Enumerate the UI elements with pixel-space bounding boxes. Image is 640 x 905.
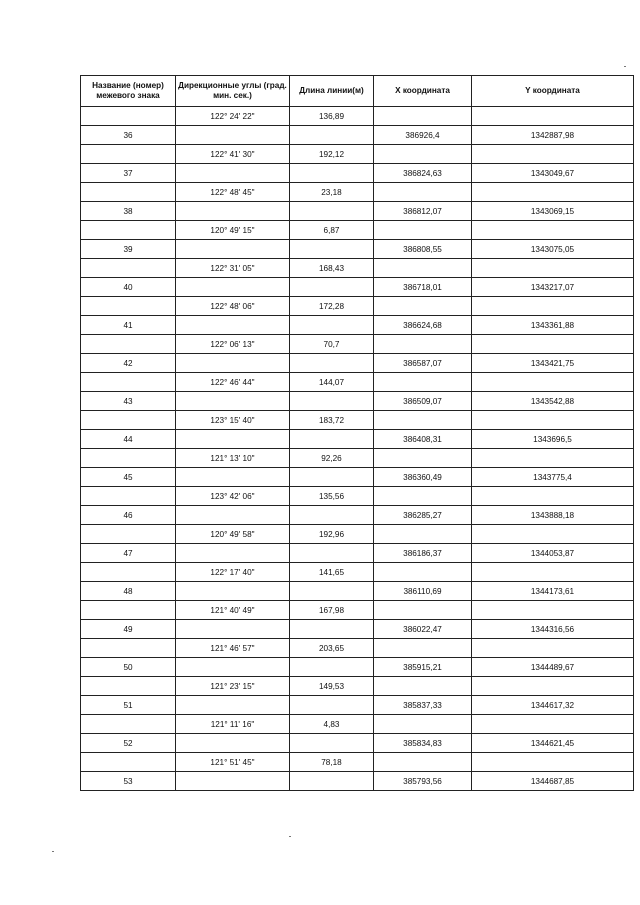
cell-directional-angle: 121° 13' 10"	[176, 449, 290, 468]
cell-marker-name: 39	[81, 240, 176, 259]
cell-y-coordinate: 1343075,05	[472, 240, 634, 259]
cell-y-coordinate: 1343775,4	[472, 468, 634, 487]
cell-marker-name: 37	[81, 164, 176, 183]
table-row	[81, 582, 634, 601]
cell-directional-angle	[176, 544, 290, 563]
header-marker-name: Название (номер) межевого знака	[81, 76, 176, 107]
cell-line-length	[290, 734, 374, 753]
cell-marker-name	[81, 753, 176, 772]
cell-marker-name	[81, 335, 176, 354]
cell-directional-angle: 122° 17' 40"	[176, 563, 290, 582]
cell-y-coordinate: 1343696,5	[472, 430, 634, 449]
cell-x-coordinate	[374, 525, 472, 544]
cell-x-coordinate: 386824,63	[374, 164, 472, 183]
cell-marker-name	[81, 639, 176, 658]
cell-marker-name	[81, 563, 176, 582]
cell-y-coordinate	[472, 563, 634, 582]
cell-x-coordinate: 386808,55	[374, 240, 472, 259]
cell-line-length	[290, 544, 374, 563]
cell-line-length	[290, 316, 374, 335]
table-row	[81, 335, 634, 354]
cell-marker-name	[81, 107, 176, 126]
table-row	[81, 392, 634, 411]
cell-x-coordinate	[374, 563, 472, 582]
cell-directional-angle	[176, 620, 290, 639]
cell-marker-name: 43	[81, 392, 176, 411]
cell-marker-name: 53	[81, 772, 176, 791]
cell-x-coordinate	[374, 715, 472, 734]
cell-directional-angle	[176, 506, 290, 525]
boundary-coordinates-table	[80, 75, 634, 791]
table-row	[81, 297, 634, 316]
cell-x-coordinate: 385793,56	[374, 772, 472, 791]
cell-directional-angle: 122° 48' 45"	[176, 183, 290, 202]
cell-line-length: 70,7	[290, 335, 374, 354]
cell-line-length	[290, 126, 374, 145]
cell-y-coordinate: 1343542,88	[472, 392, 634, 411]
cell-y-coordinate: 1343361,88	[472, 316, 634, 335]
cell-x-coordinate: 386360,49	[374, 468, 472, 487]
cell-line-length: 135,56	[290, 487, 374, 506]
cell-y-coordinate: 1343217,07	[472, 278, 634, 297]
cell-directional-angle	[176, 354, 290, 373]
cell-marker-name: 45	[81, 468, 176, 487]
cell-directional-angle	[176, 582, 290, 601]
table-row	[81, 639, 634, 658]
cell-line-length	[290, 582, 374, 601]
cell-marker-name: 47	[81, 544, 176, 563]
cell-directional-angle: 122° 31' 05"	[176, 259, 290, 278]
cell-y-coordinate	[472, 449, 634, 468]
cell-x-coordinate: 386812,07	[374, 202, 472, 221]
cell-y-coordinate	[472, 639, 634, 658]
cell-line-length	[290, 202, 374, 221]
cell-x-coordinate: 385915,21	[374, 658, 472, 677]
cell-x-coordinate: 386285,27	[374, 506, 472, 525]
cell-marker-name: 42	[81, 354, 176, 373]
cell-marker-name: 46	[81, 506, 176, 525]
cell-line-length	[290, 696, 374, 715]
cell-y-coordinate: 1344621,45	[472, 734, 634, 753]
table-row	[81, 126, 634, 145]
cell-marker-name	[81, 411, 176, 430]
cell-x-coordinate	[374, 487, 472, 506]
cell-line-length	[290, 392, 374, 411]
cell-marker-name	[81, 297, 176, 316]
cell-line-length: 168,43	[290, 259, 374, 278]
cell-directional-angle: 122° 24' 22"	[176, 107, 290, 126]
cell-x-coordinate	[374, 677, 472, 696]
table-row	[81, 164, 634, 183]
cell-directional-angle: 121° 23' 15"	[176, 677, 290, 696]
cell-line-length	[290, 278, 374, 297]
cell-marker-name	[81, 715, 176, 734]
table-row	[81, 316, 634, 335]
cell-y-coordinate	[472, 373, 634, 392]
table-row	[81, 411, 634, 430]
cell-directional-angle	[176, 658, 290, 677]
cell-y-coordinate	[472, 297, 634, 316]
cell-y-coordinate: 1344489,67	[472, 658, 634, 677]
cell-marker-name	[81, 145, 176, 164]
table-row	[81, 354, 634, 373]
cell-marker-name: 40	[81, 278, 176, 297]
table-row	[81, 715, 634, 734]
table-row	[81, 183, 634, 202]
cell-y-coordinate: 1344053,87	[472, 544, 634, 563]
table-row	[81, 240, 634, 259]
table-row	[81, 430, 634, 449]
table-row	[81, 506, 634, 525]
table-row	[81, 620, 634, 639]
table-row	[81, 563, 634, 582]
cell-y-coordinate	[472, 487, 634, 506]
table-row	[81, 468, 634, 487]
cell-x-coordinate	[374, 183, 472, 202]
table-row	[81, 544, 634, 563]
cell-y-coordinate: 1344617,32	[472, 696, 634, 715]
table-row	[81, 278, 634, 297]
cell-line-length: 23,18	[290, 183, 374, 202]
cell-line-length: 149,53	[290, 677, 374, 696]
table-body	[81, 107, 634, 791]
cell-y-coordinate	[472, 753, 634, 772]
table-row	[81, 734, 634, 753]
cell-x-coordinate	[374, 297, 472, 316]
cell-y-coordinate	[472, 411, 634, 430]
cell-directional-angle	[176, 468, 290, 487]
table-row	[81, 601, 634, 620]
header-x-coordinate: X координата	[374, 76, 472, 107]
cell-marker-name: 38	[81, 202, 176, 221]
cell-x-coordinate	[374, 639, 472, 658]
cell-x-coordinate	[374, 145, 472, 164]
table-row	[81, 753, 634, 772]
cell-y-coordinate	[472, 525, 634, 544]
cell-line-length: 4,83	[290, 715, 374, 734]
cell-line-length	[290, 164, 374, 183]
header-y-coordinate: Y координата	[472, 76, 634, 107]
cell-line-length: 92,26	[290, 449, 374, 468]
cell-x-coordinate	[374, 221, 472, 240]
cell-y-coordinate	[472, 221, 634, 240]
cell-marker-name	[81, 487, 176, 506]
cell-marker-name: 44	[81, 430, 176, 449]
cell-y-coordinate	[472, 335, 634, 354]
cell-directional-angle: 121° 11' 16"	[176, 715, 290, 734]
cell-line-length	[290, 240, 374, 259]
cell-line-length	[290, 430, 374, 449]
cell-y-coordinate: 1343049,67	[472, 164, 634, 183]
cell-x-coordinate: 385837,33	[374, 696, 472, 715]
table-row	[81, 373, 634, 392]
cell-y-coordinate: 1342887,98	[472, 126, 634, 145]
table-row	[81, 259, 634, 278]
cell-x-coordinate: 386587,07	[374, 354, 472, 373]
scan-speck	[52, 851, 54, 852]
cell-y-coordinate	[472, 259, 634, 278]
table-row	[81, 487, 634, 506]
cell-x-coordinate: 386718,01	[374, 278, 472, 297]
cell-directional-angle	[176, 278, 290, 297]
table-row	[81, 107, 634, 126]
cell-marker-name: 50	[81, 658, 176, 677]
cell-directional-angle: 122° 41' 30"	[176, 145, 290, 164]
cell-y-coordinate: 1343421,75	[472, 354, 634, 373]
cell-line-length: 78,18	[290, 753, 374, 772]
table-row	[81, 525, 634, 544]
cell-line-length	[290, 772, 374, 791]
cell-directional-angle	[176, 316, 290, 335]
header-directional-angle: Дирекционные углы (град. мин. сек.)	[176, 76, 290, 107]
cell-x-coordinate	[374, 259, 472, 278]
cell-directional-angle: 122° 48' 06"	[176, 297, 290, 316]
cell-line-length	[290, 468, 374, 487]
cell-marker-name	[81, 221, 176, 240]
cell-x-coordinate: 386186,37	[374, 544, 472, 563]
cell-x-coordinate	[374, 753, 472, 772]
cell-directional-angle	[176, 392, 290, 411]
cell-x-coordinate: 386022,47	[374, 620, 472, 639]
cell-directional-angle: 121° 46' 57"	[176, 639, 290, 658]
cell-directional-angle: 123° 15' 40"	[176, 411, 290, 430]
cell-y-coordinate: 1344316,56	[472, 620, 634, 639]
header-line-length: Длина линии(м)	[290, 76, 374, 107]
cell-y-coordinate	[472, 677, 634, 696]
cell-y-coordinate	[472, 107, 634, 126]
cell-line-length: 172,28	[290, 297, 374, 316]
cell-line-length: 192,96	[290, 525, 374, 544]
cell-line-length: 167,98	[290, 601, 374, 620]
cell-line-length: 183,72	[290, 411, 374, 430]
cell-directional-angle	[176, 696, 290, 715]
cell-y-coordinate	[472, 601, 634, 620]
scan-speck	[624, 66, 626, 67]
table-row	[81, 772, 634, 791]
cell-x-coordinate	[374, 449, 472, 468]
table-header-row	[81, 76, 634, 107]
cell-marker-name	[81, 601, 176, 620]
cell-marker-name: 36	[81, 126, 176, 145]
cell-marker-name	[81, 677, 176, 696]
cell-x-coordinate: 386624,68	[374, 316, 472, 335]
cell-line-length: 144,07	[290, 373, 374, 392]
cell-x-coordinate: 386926,4	[374, 126, 472, 145]
cell-marker-name: 51	[81, 696, 176, 715]
cell-directional-angle: 120° 49' 15"	[176, 221, 290, 240]
cell-marker-name	[81, 183, 176, 202]
cell-marker-name: 48	[81, 582, 176, 601]
cell-x-coordinate: 386408,31	[374, 430, 472, 449]
cell-x-coordinate	[374, 601, 472, 620]
scan-speck	[289, 836, 291, 837]
cell-marker-name: 41	[81, 316, 176, 335]
cell-x-coordinate	[374, 335, 472, 354]
cell-y-coordinate: 1344687,85	[472, 772, 634, 791]
cell-directional-angle	[176, 164, 290, 183]
cell-line-length	[290, 620, 374, 639]
cell-directional-angle: 121° 40' 49"	[176, 601, 290, 620]
cell-x-coordinate: 385834,83	[374, 734, 472, 753]
cell-line-length	[290, 354, 374, 373]
cell-x-coordinate: 386509,07	[374, 392, 472, 411]
cell-line-length: 136,89	[290, 107, 374, 126]
cell-line-length: 192,12	[290, 145, 374, 164]
cell-directional-angle: 120° 49' 58"	[176, 525, 290, 544]
cell-directional-angle	[176, 126, 290, 145]
cell-directional-angle: 122° 46' 44"	[176, 373, 290, 392]
cell-directional-angle	[176, 734, 290, 753]
cell-directional-angle	[176, 772, 290, 791]
cell-marker-name	[81, 525, 176, 544]
table-row	[81, 696, 634, 715]
cell-directional-angle: 122° 06' 13"	[176, 335, 290, 354]
table-row	[81, 658, 634, 677]
cell-x-coordinate: 386110,69	[374, 582, 472, 601]
cell-directional-angle: 121° 51' 45"	[176, 753, 290, 772]
cell-line-length	[290, 658, 374, 677]
cell-line-length: 203,65	[290, 639, 374, 658]
cell-y-coordinate	[472, 715, 634, 734]
cell-x-coordinate	[374, 411, 472, 430]
cell-marker-name	[81, 259, 176, 278]
cell-directional-angle	[176, 202, 290, 221]
cell-y-coordinate: 1344173,61	[472, 582, 634, 601]
cell-line-length: 6,87	[290, 221, 374, 240]
cell-directional-angle	[176, 430, 290, 449]
cell-marker-name: 52	[81, 734, 176, 753]
cell-y-coordinate: 1343069,15	[472, 202, 634, 221]
cell-x-coordinate	[374, 107, 472, 126]
table-row	[81, 677, 634, 696]
cell-y-coordinate	[472, 145, 634, 164]
table-row	[81, 449, 634, 468]
cell-marker-name	[81, 449, 176, 468]
cell-line-length: 141,65	[290, 563, 374, 582]
cell-x-coordinate	[374, 373, 472, 392]
cell-y-coordinate	[472, 183, 634, 202]
cell-marker-name: 49	[81, 620, 176, 639]
cell-line-length	[290, 506, 374, 525]
cell-marker-name	[81, 373, 176, 392]
cell-y-coordinate: 1343888,18	[472, 506, 634, 525]
table-row	[81, 145, 634, 164]
cell-directional-angle	[176, 240, 290, 259]
cell-directional-angle: 123° 42' 06"	[176, 487, 290, 506]
table-row	[81, 221, 634, 240]
table-row	[81, 202, 634, 221]
